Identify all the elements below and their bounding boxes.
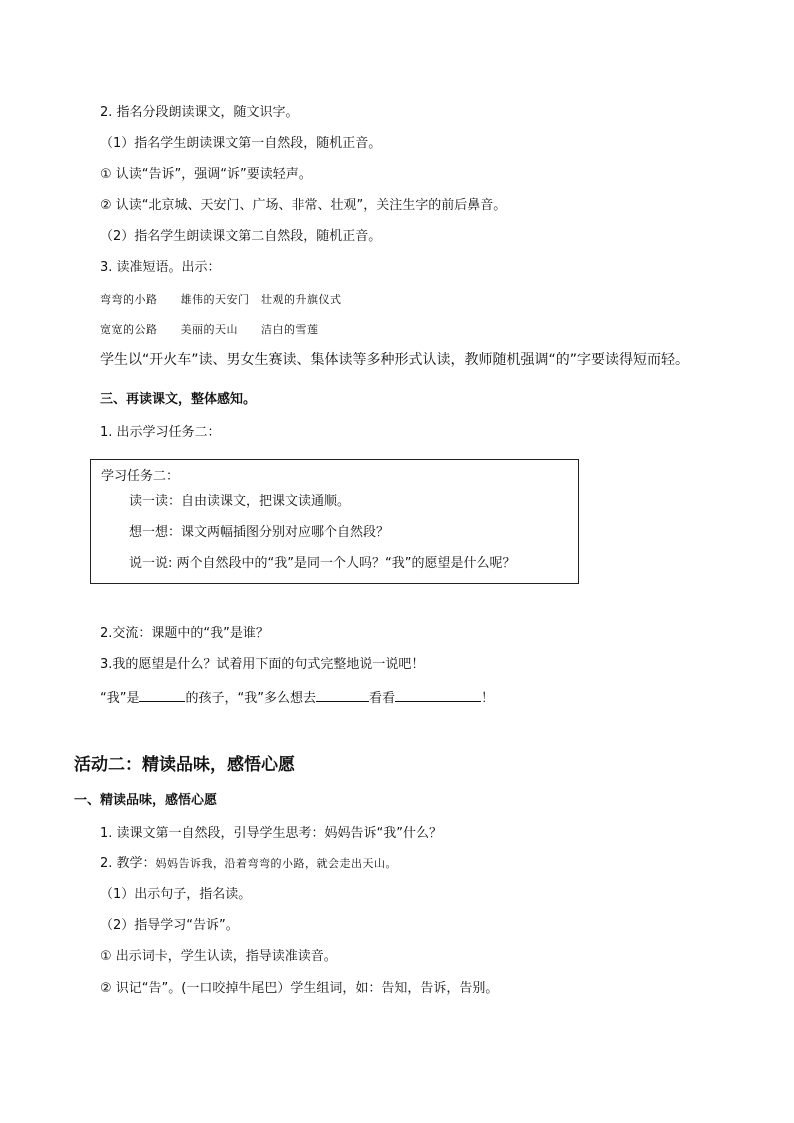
section-3-heading: 三、再读课文，整体感知。	[100, 392, 257, 407]
blank-1	[139, 688, 185, 702]
fill-part-4: ！	[480, 691, 494, 706]
item-2-segmented-reading: 2. 指名分段朗读课文，随文识字。	[100, 105, 299, 120]
section-3-item-1: 1. 出示学习任务二：	[100, 425, 221, 440]
fill-in-sentence	[100, 688, 494, 708]
blank-2	[316, 688, 369, 702]
reading-note: 学生以“开火车”读、男女生赛读、集体读等多种形式认读，教师随机强调“的”字要读得短而轻。	[100, 352, 690, 368]
blank-3	[395, 688, 481, 702]
learning-task-box	[90, 459, 579, 584]
circle-item-2-words: ② 认读“北京城、天安门、广场、非常、壮观”，关注生字的前后鼻音。	[100, 198, 507, 213]
activity-2-item-2	[100, 855, 397, 873]
task-box-title: 学习任务二：	[101, 469, 180, 484]
phrases-row-1: 弯弯的小路 雄伟的天安门 壮观的升旗仪式	[100, 293, 342, 306]
activity-2-sub-1: （1）出示句子，指名读。	[100, 887, 252, 902]
fill-part-3: 看看	[368, 691, 395, 706]
sub-item-2-paragraph-two: （2）指名学生朗读课文第二自然段，随机正音。	[100, 229, 382, 244]
activity-2-heading: 一、精读品味，感悟心愿	[74, 793, 218, 808]
fill-part-2: 的孩子，“我”多么想去	[185, 691, 316, 706]
activity-2-sub-2: （2）指导学习“告诉”。	[100, 918, 239, 933]
fill-part-1: “我”是	[100, 691, 140, 706]
sub-item-1-paragraph-one: （1）指名学生朗读课文第一自然段，随机正音。	[100, 136, 382, 151]
section-3-item-2: 2.交流：课题中的“我”是谁？	[100, 626, 269, 641]
circle-item-1-gaosu: ① 认读“告诉”，强调“诉”要读轻声。	[100, 167, 312, 182]
activity-2-title: 活动二：精读品味，感悟心愿	[74, 755, 295, 775]
phrases-row-2: 宽宽的公路 美丽的天山 洁白的雪莲	[100, 323, 319, 336]
item-3-phrases: 3. 读准短语。出示：	[100, 260, 221, 275]
task-read: 读一读：自由读课文，把课文读通顺。	[129, 494, 351, 509]
section-3-item-3: 3.我的愿望是什么？试着用下面的句式完整地说一说吧！	[100, 657, 425, 672]
item-2-label: 2. 教学：	[100, 856, 156, 871]
activity-2-item-1: 1. 读课文第一自然段，引导学生思考：妈妈告诉“我”什么？	[100, 826, 443, 841]
activity-2-circle-1: ① 出示词卡，学生认读，指导读准读音。	[100, 949, 337, 964]
activity-2-circle-2: ② 识记“告”。(一口咬掉牛尾巴）学生组词，如：告知，告诉，告别。	[100, 981, 499, 996]
item-2-sentence: 妈妈告诉我，沿着弯弯的小路，就会走出天山。	[155, 857, 398, 870]
task-say: 说一说: 两个自然段中的“我”是同一个人吗？“我”的愿望是什么呢？	[129, 556, 516, 571]
task-think: 想一想：课文两幅插图分别对应哪个自然段？	[129, 525, 390, 540]
